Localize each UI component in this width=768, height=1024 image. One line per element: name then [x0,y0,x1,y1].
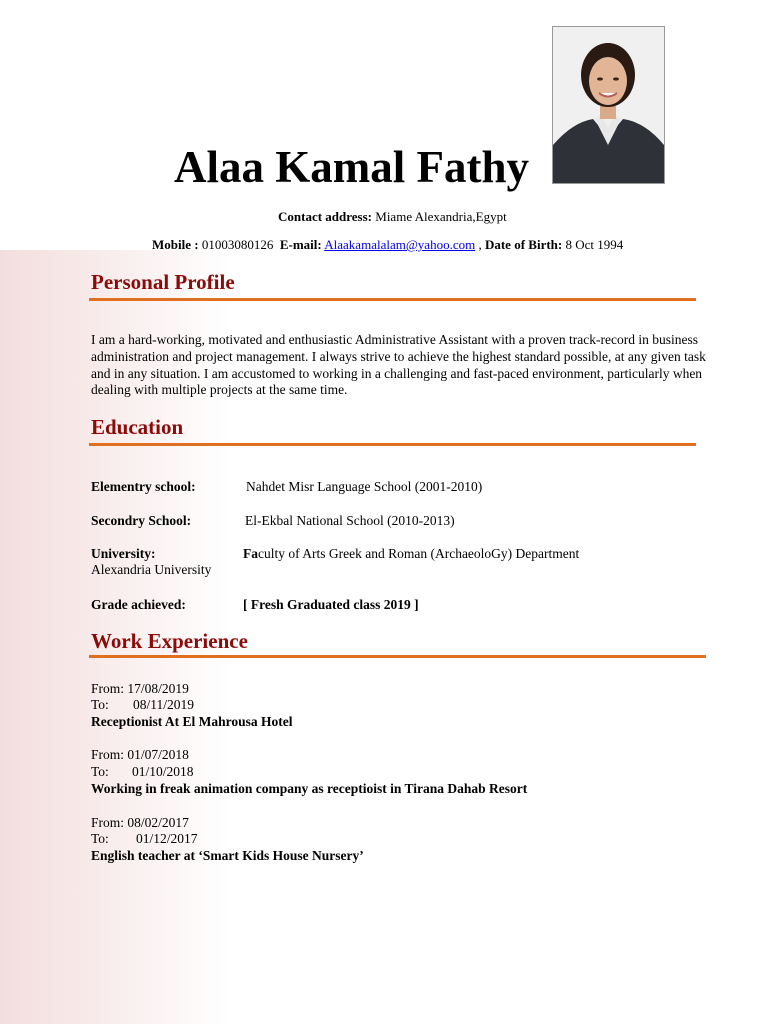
job-2-role: Working in freak animation company as receptioist in Tirana Dahab Resort [91,781,528,796]
mobile-label: Mobile : [152,237,199,252]
dob-label: Date of Birth: [484,237,563,252]
from-value: 01/07/2018 [127,747,189,762]
job-3-to-label: To: [91,831,109,846]
elementary-label: Elementry school: [91,479,196,494]
university-name: Alexandria University [91,562,212,577]
mobile-value: 01003080126 [201,237,274,252]
profile-photo [552,26,665,184]
job-1-to-label: To: [91,697,109,712]
section-rule-profile [89,298,696,301]
job-2-to-label: To: [91,764,109,779]
email-link[interactable]: Alaakamalalam@yahoo.com [324,237,476,252]
grade-value: [ Fresh Graduated class 2019 ] [243,597,419,612]
from-value: 17/08/2019 [127,681,189,696]
section-rule-work [89,655,706,658]
grade-label: Grade achieved: [91,597,186,612]
job-2-from [91,747,189,763]
university-value-rest: culty of Arts Greek and Roman (ArchaeoloGy) Department [258,546,580,561]
contact-address-label: Contact address: [278,209,373,224]
from-label: From: [91,681,125,696]
secondary-value: El-Ekbal National School (2010-2013) [245,513,455,528]
from-value: 08/02/2017 [127,815,189,830]
section-rule-education [89,443,696,446]
university-value-bold: Fa [243,546,258,561]
separator-comma: , [478,237,482,252]
job-1-from [91,681,189,697]
section-title-work: Work Experience [91,629,248,653]
section-title-education: Education [91,415,184,439]
job-1-role: Receptionist At El Mahrousa Hotel [91,714,293,729]
email-label: E-mail: [279,237,322,252]
dob-value: 8 Oct 1994 [565,237,624,252]
university-value [243,546,579,562]
candidate-name: Alaa Kamal Fathy [174,142,529,192]
mobile-email-dob-line [152,237,623,253]
job-3-to-value: 01/12/2017 [136,831,198,846]
from-label: From: [91,815,125,830]
job-3-from [91,815,189,831]
from-label: From: [91,747,125,762]
contact-address-line [278,209,507,225]
secondary-label: Secondry School: [91,513,192,528]
job-3-role: English teacher at ‘Smart Kids House Nursery’ [91,848,364,863]
contact-address-value: Miame Alexandria,Egypt [375,209,507,224]
profile-paragraph: I am a hard-working, motivated and enthusiastic Administrative Assistant with a proven track-record in business administration and project management. I always strive to achieve the highest standard possible, at any given task and in any situation. I am accustomed to working in a challenging and fast-paced environment, particularly when dealing with multiple projects at the same time. [91,332,706,398]
job-1-to-value: 08/11/2019 [133,697,195,712]
job-2-to-value: 01/10/2018 [132,764,194,779]
elementary-value: Nahdet Misr Language School (2001-2010) [246,479,483,494]
section-title-profile: Personal Profile [91,270,235,294]
portrait-image [553,27,664,183]
university-label: University: [91,546,156,561]
